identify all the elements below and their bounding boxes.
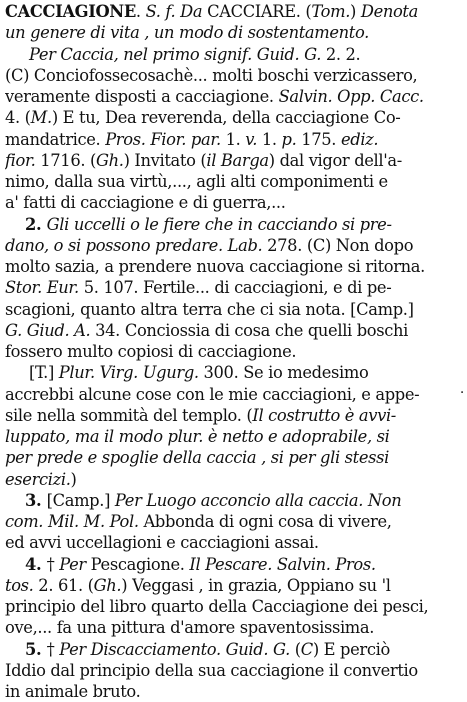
entry-text: [Camp.] <box>46 490 115 510</box>
entry-text: luppato, ma il modo plur. è netto e adoprabile, si <box>5 427 390 446</box>
entry-text: 34. Conciossia di cosa che quelli boschi <box>90 320 409 340</box>
entry-text: Per Caccia, nel primo signif. Guid. G. <box>29 44 322 64</box>
entry-line <box>5 469 461 490</box>
entry-text: Gh. <box>93 575 122 595</box>
entry-text: v. <box>245 129 258 149</box>
entry-line <box>5 617 461 638</box>
entry-text: scagioni, quanto altra terra che ci sia nota. [Camp.] <box>5 299 414 319</box>
entry-text: Pescagione. <box>85 554 190 574</box>
entry-text: C <box>300 639 313 659</box>
entry-text: ed avvi uccellagioni e cacciagioni assai. <box>5 533 319 553</box>
entry-text: Gh. <box>95 150 124 170</box>
entry-line <box>5 22 461 43</box>
entry-line <box>5 320 461 341</box>
entry-text: p. <box>281 129 297 149</box>
entry-text: nimo, dalla sua virtù,..., agli alti componimenti e <box>5 172 388 191</box>
entry-line <box>5 511 461 532</box>
entry-text: fossero multo copiosi di cacciagione. <box>5 342 297 361</box>
entry-line <box>5 44 461 65</box>
entry-text: Denota <box>360 2 418 21</box>
entry-line <box>5 256 461 277</box>
entry-text: principio del libro quarto della Cacciagione dei pesci, <box>5 597 429 616</box>
entry-line <box>5 86 461 107</box>
entry-line <box>5 447 461 468</box>
entry-text: il Barga <box>206 150 269 170</box>
entry-text: Salvin. Opp. Cacc. <box>278 87 424 106</box>
entry-line <box>5 490 461 511</box>
entry-line <box>5 214 461 235</box>
entry-line <box>5 192 461 213</box>
entry-text: mandatrice. <box>5 129 106 149</box>
entry-text: 2. 61. ( <box>33 575 94 595</box>
entry-text: 1. <box>220 129 246 149</box>
entry-text: Per Discacciamento. Guid. G. <box>59 639 290 659</box>
entry-text: 2. 2. <box>321 44 361 64</box>
entry-line <box>5 362 461 383</box>
entry-text: molto sazia, a prendere nuova cacciagione si ritorna. <box>5 257 425 276</box>
entry-text: in animale bruto. <box>5 682 141 701</box>
entry-text: G. Giud. A. <box>5 320 91 340</box>
entry-line <box>5 299 461 320</box>
entry-line <box>5 150 461 171</box>
entry-text: 5. 107. Fertile... di cacciagioni, e di pe- <box>78 278 392 298</box>
entry-line <box>5 532 461 553</box>
sense-number: 5. <box>25 639 47 659</box>
sense-number: CACCIAGIONE <box>5 2 136 21</box>
margin-mark: · <box>459 385 464 401</box>
sense-number: 3. <box>25 490 47 510</box>
entry-text: [T.] <box>29 363 59 383</box>
entry-line <box>5 171 461 192</box>
sense-number: 4. <box>25 554 47 574</box>
entry-line <box>5 1 461 22</box>
entry-text: † <box>46 554 60 574</box>
entry-line <box>5 639 461 660</box>
entry-text: S. f. Da <box>145 2 203 21</box>
entry-line <box>5 681 461 702</box>
entry-line <box>5 384 461 405</box>
entry-text: ) E tu, Dea reverenda, della cacciagione Co- <box>51 108 401 128</box>
entry-text: Il Pescare. Salvin. Pros. <box>189 554 376 574</box>
entry-line <box>5 65 461 86</box>
entry-text: 300. Se io medesimo <box>198 363 369 383</box>
entry-text: 278. (C) Non dopo <box>262 235 414 255</box>
entry-line <box>5 426 461 447</box>
entry-text: ( <box>289 639 301 659</box>
entry-text: Plur. Virg. Ugurg. <box>58 363 199 383</box>
entry-text: ediz. <box>340 129 379 149</box>
entry-text: Iddio dal principio della sua cacciagione il convertio <box>5 660 418 680</box>
entry-text: ove,... fa una pittura d'amore spaventosissima. <box>5 618 375 638</box>
entry-text: fior. <box>5 150 36 170</box>
entry-text: (C) Conciofossecosachè... molti boschi verzicassero, <box>5 65 418 85</box>
sense-number: 2. <box>25 214 47 234</box>
entry-line <box>5 596 461 617</box>
entry-line <box>5 107 461 128</box>
entry-text: 4. ( <box>5 108 31 128</box>
entry-text: 1716. ( <box>35 150 96 170</box>
entry-line <box>5 277 461 298</box>
entry-text: Pros. Fior. par. <box>105 129 221 149</box>
entry-text: 1. <box>257 129 282 149</box>
entry-text: per prede e spoglie della caccia , si per gli stessi <box>5 448 389 468</box>
entry-text: Abbonda di ogni cosa di vivere, <box>138 512 392 531</box>
entry-text: Per Luogo acconcio alla caccia. Non <box>114 490 402 510</box>
entry-text: M. <box>30 108 52 128</box>
entry-text: ) Veggasi , in grazia, Oppiano su 'l <box>121 575 391 595</box>
entry-text: ) <box>350 2 361 21</box>
entry-text: sile nella sommità del templo. ( <box>5 405 253 425</box>
entry-text: accrebbi alcune cose con le mie cacciagioni, e appe- <box>5 384 420 404</box>
entry-text: ACCIARE <box>219 2 296 21</box>
entry-line <box>5 575 461 596</box>
entry-text: † <box>46 639 60 659</box>
entry-text: . <box>135 2 146 21</box>
entry-text: a' fatti di cacciagione e di guerra,... <box>5 193 286 213</box>
entry-line <box>5 660 461 681</box>
entry-text: Stor. Eur. <box>5 278 79 298</box>
entry-text: Gli uccelli o le fiere che in cacciando si pre- <box>46 214 392 234</box>
entry-text: Il costrutto è avvi- <box>252 405 396 425</box>
entry-text: ) E perciò <box>312 639 390 659</box>
entry-text: . ( <box>295 2 312 21</box>
entry-line <box>5 554 461 575</box>
entry-text: veramente disposti a cacciagione. <box>5 87 279 106</box>
entry-text: Per <box>59 554 86 574</box>
entry-line <box>5 405 461 426</box>
entry-text: ) <box>70 469 77 489</box>
entry-text: ) Invitato ( <box>123 150 207 170</box>
entry-text: tos. <box>5 575 34 595</box>
entry-text: dano, o si possono predare. Lab. <box>5 235 263 255</box>
entry-text: esercizi. <box>5 469 71 489</box>
entry-line <box>5 341 461 362</box>
entry-line <box>5 235 461 256</box>
entry-text: com. Mil. M. Pol. <box>5 512 139 531</box>
entry-line <box>5 129 461 150</box>
dictionary-entry-cacciagione <box>5 1 461 702</box>
entry-text: un genere di vita , un modo di sostentamento. <box>5 23 369 43</box>
entry-text: Tom. <box>311 2 351 21</box>
entry-text: C <box>202 2 220 21</box>
entry-text: ) dal vigor dell'a- <box>268 150 402 170</box>
entry-text: 175. <box>296 129 341 149</box>
